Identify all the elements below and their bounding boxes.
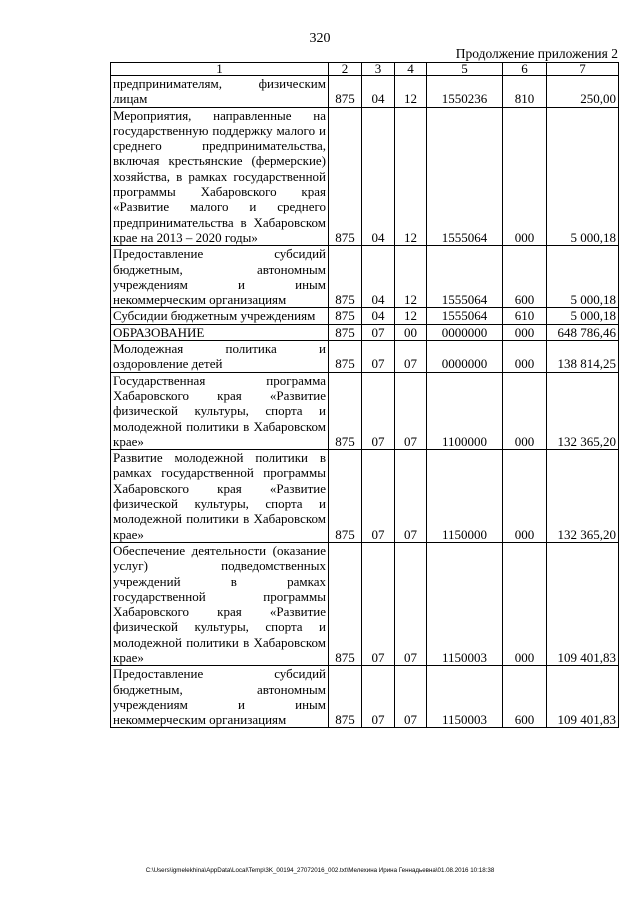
row-amount: 5 000,18 [547,308,619,324]
row-code-3: 07 [362,341,395,373]
row-code-4: 00 [395,324,427,340]
row-code-5: 1100000 [427,372,503,449]
row-name: Предоставление субсидий бюджетным, автономным учреждениям и иным некоммерческим организациям [111,246,329,308]
table-row [111,246,619,308]
column-header: 6 [503,63,547,76]
row-code-6: 000 [503,450,547,543]
row-amount: 132 365,20 [547,450,619,543]
row-code-6: 610 [503,308,547,324]
row-code-2: 875 [329,542,362,665]
row-code-6: 000 [503,372,547,449]
row-amount: 5 000,18 [547,107,619,246]
row-amount: 250,00 [547,76,619,108]
table-header-row [111,63,619,76]
row-code-4: 12 [395,76,427,108]
row-code-2: 875 [329,107,362,246]
row-code-4: 12 [395,246,427,308]
row-code-5: 1555064 [427,308,503,324]
table-row [111,450,619,543]
row-code-5: 1555064 [427,246,503,308]
row-code-6: 000 [503,107,547,246]
table-row [111,542,619,665]
column-header: 4 [395,63,427,76]
row-code-3: 04 [362,107,395,246]
row-code-2: 875 [329,246,362,308]
row-code-4: 12 [395,107,427,246]
row-code-4: 07 [395,542,427,665]
column-header: 1 [111,63,329,76]
row-code-5: 0000000 [427,324,503,340]
row-code-6: 600 [503,666,547,728]
row-code-5: 1555064 [427,107,503,246]
row-code-2: 875 [329,341,362,373]
row-code-5: 0000000 [427,341,503,373]
row-code-5: 1550236 [427,76,503,108]
row-code-4: 07 [395,341,427,373]
column-header: 2 [329,63,362,76]
row-name: Молодежная политика и оздоровление детей [111,341,329,373]
row-code-2: 875 [329,666,362,728]
page-number: 320 [309,31,331,46]
table-row [111,666,619,728]
row-code-6: 810 [503,76,547,108]
row-code-3: 07 [362,542,395,665]
table-row [111,308,619,324]
row-code-2: 875 [329,324,362,340]
table-row [111,324,619,340]
row-code-5: 1150003 [427,666,503,728]
file-path-footer: C:\Users\igmelekhina\AppData\Local\Temp\3K_00194_27072016_002.txt\Мелехина Ирина Геннадьевна\01.08.2016 10:18:38 [145,867,495,874]
row-amount: 648 786,46 [547,324,619,340]
row-code-5: 1150003 [427,542,503,665]
row-name: Развитие молодежной политики в рамках государственной программы Хабаровского края «Развитие физической культуры, спорта и молодежной политики в Хабаровском крае» [111,450,329,543]
row-name: Мероприятия, направленные на государственную поддержку малого и среднего предпринимательства, включая крестьянские (фермерские) хозяйства, в рамках государственной программы Хабаровского края «Развитие малого и среднего предпринимательства в Хабаровском крае на 2013 – 2020 годы» [111,107,329,246]
row-name: ОБРАЗОВАНИЕ [111,324,329,340]
row-name: предпринимателям, физическим лицам [111,76,329,108]
table-row [111,372,619,449]
column-header: 7 [547,63,619,76]
column-header: 3 [362,63,395,76]
row-code-2: 875 [329,308,362,324]
row-code-4: 07 [395,450,427,543]
row-amount: 109 401,83 [547,542,619,665]
row-code-3: 07 [362,372,395,449]
row-code-3: 07 [362,450,395,543]
row-amount: 109 401,83 [547,666,619,728]
row-code-3: 04 [362,308,395,324]
row-amount: 5 000,18 [547,246,619,308]
row-code-3: 07 [362,666,395,728]
row-code-6: 000 [503,341,547,373]
row-code-2: 875 [329,450,362,543]
row-amount: 138 814,25 [547,341,619,373]
row-code-4: 12 [395,308,427,324]
row-code-2: 875 [329,76,362,108]
row-name: Предоставление субсидий бюджетным, автономным учреждениям и иным некоммерческим организациям [111,666,329,728]
table-row [111,76,619,108]
row-code-4: 07 [395,372,427,449]
row-code-3: 04 [362,76,395,108]
continuation-label: Продолжение приложения 2 [455,46,618,61]
row-code-6: 000 [503,324,547,340]
row-name: Субсидии бюджетным учреждениям [111,308,329,324]
column-header: 5 [427,63,503,76]
row-code-2: 875 [329,372,362,449]
row-code-4: 07 [395,666,427,728]
table-row [111,341,619,373]
row-code-5: 1150000 [427,450,503,543]
table-row [111,107,619,246]
row-name: Государственная программа Хабаровского края «Развитие физической культуры, спорта и молодежной политики в Хабаровском крае» [111,372,329,449]
row-name: Обеспечение деятельности (оказание услуг) подведомственных учреждений в рамках государственной программы Хабаровского края «Развитие физической культуры, спорта и молодежной политики в Хабаровском крае» [111,542,329,665]
row-code-3: 07 [362,324,395,340]
row-code-6: 600 [503,246,547,308]
row-amount: 132 365,20 [547,372,619,449]
row-code-6: 000 [503,542,547,665]
budget-table [110,62,619,728]
row-code-3: 04 [362,246,395,308]
